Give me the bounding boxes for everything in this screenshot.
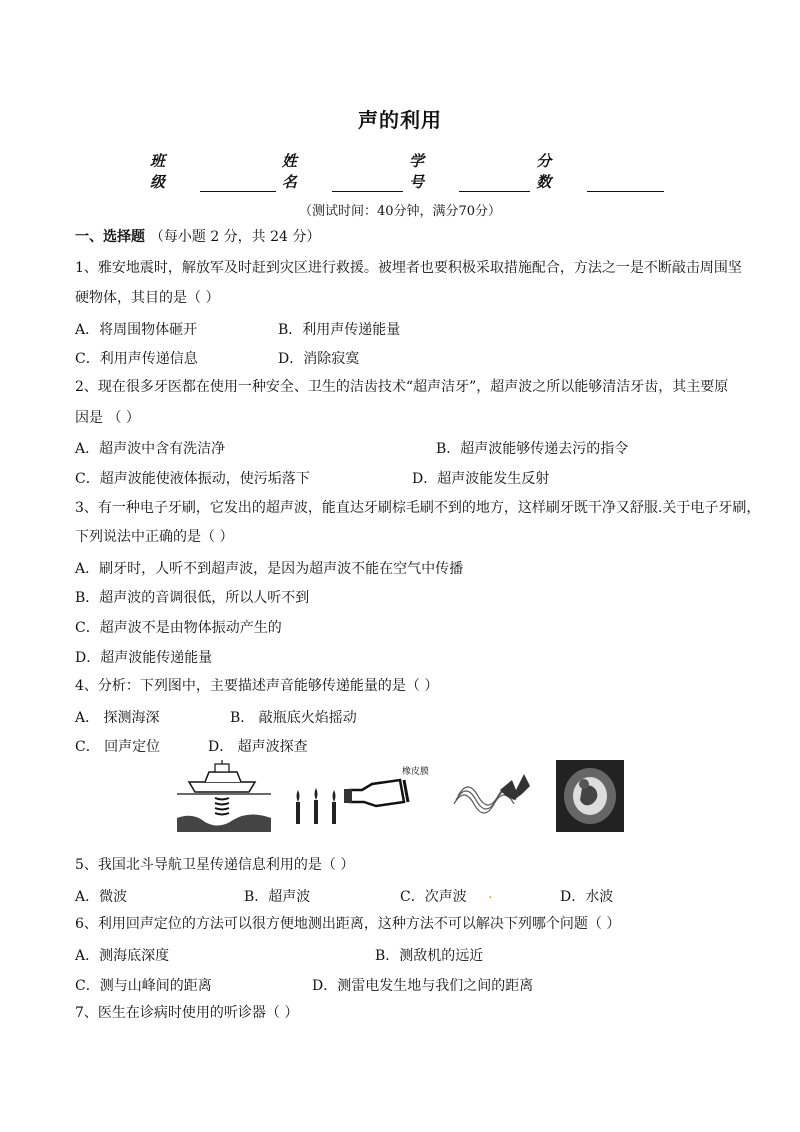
q5-option-c: C．次声波 [400, 889, 467, 905]
q1-option-b: B．利用声传递能量 [278, 322, 401, 338]
student-info-line [150, 150, 670, 192]
q4-option-b: B． 敲瓶底火焰摇动 [230, 710, 357, 726]
score-label: 分 数 [536, 152, 558, 191]
section-subtitle: （每小题 2 分，共 24 分） [149, 229, 321, 245]
ultrasound-scan-figure [556, 760, 624, 832]
q3-stem-line2: 下列说法中正确的是（ ） [75, 529, 234, 545]
q4-figures [0, 760, 800, 835]
section-title: 一、选择题 [75, 229, 145, 245]
q6-option-a: A．测海底深度 [75, 948, 170, 964]
q2-option-a: A．超声波中含有洗洁净 [75, 441, 226, 457]
q1-option-c: C．利用声传递信息 [75, 351, 198, 367]
q6-option-d: D．测雷电发生地与我们之间的距离 [312, 978, 534, 994]
q4-stem-line1: 4、分析：下列图中，主要描述声音能够传递能量的是（ ） [75, 678, 439, 694]
q5-option-a: A．微波 [75, 889, 128, 905]
q3-option-d: D．超声波能传递能量 [75, 650, 213, 666]
q1-option-d: D．消除寂寞 [278, 351, 360, 367]
q1-stem-line1: 1、雅安地震时，解放军及时赶到灾区进行救援。被埋者也要积极采取措施配合，方法之一是不断敲击周围坚 [75, 260, 742, 276]
q2-option-c: C．超声波能使液体振动，使污垢落下 [75, 471, 310, 487]
q3-option-a: A．刷牙时，人听不到超声波，是因为超声波不能在空气中传播 [75, 561, 464, 577]
q6-option-c: C．测与山峰间的距离 [75, 978, 212, 994]
class-blank[interactable] [200, 175, 276, 192]
q4-option-a: A． 探测海深 [75, 710, 160, 726]
q2-option-d: D．超声波能发生反射 [412, 471, 550, 487]
q5-stray-dot: . [488, 886, 493, 902]
q6-stem-line1: 6、利用回声定位的方法可以很方便地测出距离，这种方法不可以解决下列哪个问题（ ） [75, 916, 621, 932]
q2-stem-line2: 因是 （ ） [75, 410, 140, 426]
q3-option-b: B．超声波的音调很低，所以人听不到 [75, 590, 310, 606]
q1-stem-line2: 硬物体，其目的是（ ） [75, 290, 220, 306]
id-blank[interactable] [459, 175, 530, 192]
ship-sonar-figure [175, 760, 273, 832]
test-note: （测试时间：40分钟，满分70分） [298, 204, 502, 219]
score-blank[interactable] [587, 175, 664, 192]
page-title: 声的利用 [358, 108, 442, 132]
q2-stem-line1: 2、现在很多牙医都在使用一种安全、卫生的洁齿技术“超声洁牙”，超声波之所以能够清洁牙齿，其主要原 [75, 379, 729, 395]
q3-option-c: C．超声波不是由物体振动产生的 [75, 620, 282, 636]
name-blank[interactable] [332, 175, 403, 192]
class-label: 班 级 [150, 152, 172, 191]
q5-option-b: B．超声波 [244, 889, 311, 905]
q4-option-d: D． 超声波探查 [208, 739, 308, 755]
q6-option-b: B．测敌机的远近 [375, 948, 484, 964]
id-label: 学 号 [409, 152, 431, 191]
q3-stem-line1: 3、有一种电子牙刷，它发出的超声波，能直达牙刷棕毛刷不到的地方，这样刷牙既干净又舒服.关于电子牙刷， [75, 500, 761, 516]
bat-echolocation-figure [452, 760, 532, 832]
membrane-label: 橡皮膜 [402, 767, 430, 777]
q1-option-a: A．将周围物体砸开 [75, 322, 198, 338]
name-label: 姓 名 [281, 152, 303, 191]
q7-stem-line1: 7、医生在诊病时使用的听诊器（ ） [75, 1005, 299, 1021]
q4-option-c: C． 回声定位 [75, 739, 161, 755]
section-heading [75, 228, 740, 246]
q5-stem-line1: 5、我国北斗导航卫星传递信息利用的是（ ） [75, 857, 355, 873]
q5-option-d: D．水波 [560, 889, 614, 905]
q2-option-b: B．超声波能够传递去污的指令 [436, 441, 629, 457]
bottle-candle-figure [292, 760, 462, 832]
